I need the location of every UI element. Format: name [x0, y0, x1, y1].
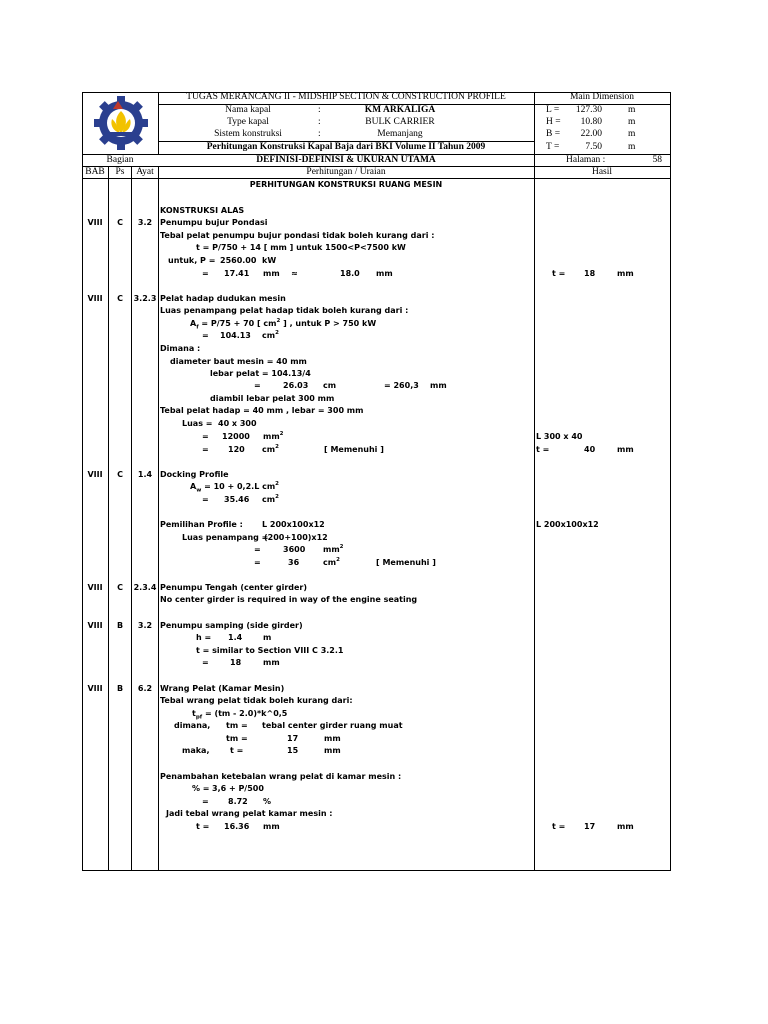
- dim-h-value: 10.80: [580, 117, 602, 127]
- s6-line: maka,: [182, 746, 210, 755]
- s1-value: 2560.00: [220, 256, 257, 265]
- s6-line: tm =: [226, 734, 248, 743]
- s2-line: =: [254, 381, 261, 390]
- nama-kapal-label: Nama kapal: [225, 105, 271, 115]
- s3-formula-sub: w: [196, 487, 202, 494]
- s3-ps: C: [117, 470, 123, 479]
- s3-line: =: [202, 495, 209, 504]
- s1-value: 18.0: [340, 269, 360, 278]
- s3-formula-sup: 2: [275, 481, 279, 487]
- s2-formula-part: A: [190, 319, 197, 328]
- rule-logo-right: [158, 92, 159, 154]
- col-hasil: Hasil: [591, 167, 613, 177]
- s2-unit: cm: [323, 381, 337, 390]
- s3-value: 36: [288, 558, 300, 567]
- s6-formula-part: = (tm - 2.0)*k^0,5: [202, 709, 288, 718]
- s1-ps: C: [117, 218, 123, 227]
- dim-t-value: 7.50: [585, 142, 602, 152]
- s6-line: Tebal wrang pelat tidak boleh kurang dari:: [160, 696, 353, 705]
- s5-value: 18: [230, 658, 242, 667]
- its-gear-logo: [92, 96, 150, 152]
- border-bottom: [82, 870, 671, 871]
- s3-heading: Docking Profile: [160, 470, 229, 479]
- s1-result-value: 18: [584, 269, 596, 278]
- col-ayat: Ayat: [136, 167, 154, 177]
- gear-logo-icon: [92, 96, 150, 152]
- s6-value: 8.72: [228, 797, 248, 806]
- s2-value: 26.03: [283, 381, 309, 390]
- s2-ps: C: [117, 294, 123, 303]
- nama-kapal-value: KM ARKALIGA: [364, 105, 436, 115]
- definisi-heading: DEFINISI-DEFINISI & UKURAN UTAMA: [256, 155, 436, 165]
- dim-b-value: 22.00: [580, 129, 602, 139]
- s2-unit: mm: [430, 381, 447, 390]
- s3-line: Luas penampang =: [182, 533, 269, 542]
- rule-ps-right: [131, 166, 132, 871]
- s6-line: t =: [196, 822, 210, 831]
- s6-result-unit: mm: [617, 822, 634, 831]
- s2-line: =: [202, 432, 209, 441]
- s6-line: Penambahan ketebalan wrang pelat di kamar mesin :: [160, 772, 402, 781]
- s1-result-label: t =: [552, 269, 566, 278]
- s3-unit: [323, 559, 340, 567]
- s1-approx: ≈: [291, 269, 298, 278]
- s6-formula-sub: pf: [195, 714, 203, 721]
- s6-line: % =: [192, 784, 210, 793]
- dim-l-value: 127.30: [575, 105, 602, 115]
- s2-unit-text: mm: [263, 432, 280, 441]
- s3-result-profile: L 200x100x12: [536, 520, 599, 529]
- border-left: [82, 92, 83, 871]
- s3-unit-sup: 2: [275, 494, 279, 500]
- s1-heading: Penumpu bujur Pondasi: [160, 218, 268, 227]
- s2-unit: [262, 446, 279, 454]
- s2-unit-sup: 2: [279, 431, 284, 437]
- halaman-value: 58: [652, 155, 662, 165]
- s3-bab: VIII: [87, 470, 103, 479]
- s5-value: 1.4: [228, 633, 243, 642]
- colon: :: [318, 117, 321, 127]
- s3-memenuhi: [ Memenuhi ]: [376, 558, 436, 567]
- s3-formula-part: A: [190, 482, 197, 491]
- s4-line: No center girder is required in way of the engine seating: [160, 595, 418, 604]
- s6-value: 17: [287, 734, 299, 743]
- dim-l-unit: m: [628, 105, 636, 115]
- s3-line: =: [254, 558, 261, 567]
- halaman-label: Halaman :: [566, 155, 606, 165]
- s2-unit-sup: 2: [275, 444, 279, 450]
- s5-heading: Penumpu samping (side girder): [160, 621, 303, 630]
- s1-unit: mm: [376, 269, 393, 278]
- s5-unit: m: [263, 633, 272, 642]
- s6-line: tm =: [226, 721, 248, 730]
- s3-formula-part: = 10 + 0,2.L cm: [201, 482, 276, 491]
- s2-result-profile: L 300 x 40: [536, 432, 583, 441]
- s2-line: =: [202, 445, 209, 454]
- s6-unit: %: [263, 797, 272, 806]
- s3-unit-sup: 2: [336, 557, 340, 563]
- s1-ayat: 3.2: [137, 218, 153, 227]
- s2-line: Luas penampang pelat hadap tidak boleh kurang dari :: [160, 306, 409, 315]
- sistem-konstruksi-label: Sistem konstruksi: [214, 129, 282, 139]
- dim-h-label: H =: [546, 117, 561, 127]
- s1-unit: kW: [262, 256, 277, 265]
- perhitungan-line: Perhitungan Konstruksi Kapal Baja dari BKI Volume II Tahun 2009: [206, 142, 486, 152]
- s4-ps: C: [117, 583, 123, 592]
- s6-ps: B: [116, 684, 124, 693]
- s1-line: Tebal pelat penumpu bujur pondasi tidak boleh kurang dari :: [160, 231, 435, 240]
- col-ps: Ps: [115, 167, 125, 177]
- s2-ayat: 3.2.3: [133, 294, 157, 303]
- s2-value: = 260,3: [384, 381, 419, 390]
- dim-b-unit: m: [628, 129, 636, 139]
- sheet-title: TUGAS MERANCANG II - MIDSHIP SECTION & CONSTRUCTION PROFILE: [186, 92, 506, 102]
- col-uraian: Perhitungan / Uraian: [306, 167, 386, 177]
- s2-result-label: t =: [536, 445, 550, 454]
- s4-bab: VIII: [87, 583, 103, 592]
- dim-l-label: L =: [546, 105, 560, 115]
- s2-formula-sub: f: [196, 324, 199, 331]
- s6-heading: Wrang Pelat (Kamar Mesin): [160, 684, 285, 693]
- s1-result-unit: mm: [617, 269, 634, 278]
- s2-line: Luas =: [182, 419, 213, 428]
- s3-formula: [190, 483, 279, 494]
- s3-line: =: [254, 545, 261, 554]
- s1-line: untuk, P =: [168, 256, 216, 265]
- s2-formula-sup: 2: [276, 318, 281, 324]
- section-title: PERHITUNGAN KONSTRUKSI RUANG MESIN: [249, 180, 443, 189]
- s6-value: 16.36: [224, 822, 250, 831]
- s6-value: 3,6 + P/500: [212, 784, 264, 793]
- type-kapal-value: BULK CARRIER: [365, 117, 435, 127]
- s6-value: 15: [287, 746, 299, 755]
- s2-formula-part: ] , untuk P > 750 kW: [280, 319, 377, 328]
- s5-line: t = similar to Section VIII C 3.2.1: [196, 646, 344, 655]
- s2-memenuhi: [ Memenuhi ]: [324, 445, 384, 454]
- s2-result-unit: mm: [617, 445, 634, 454]
- s6-formula: [192, 710, 287, 721]
- s1-value: 17.41: [224, 269, 250, 278]
- s2-unit-sup: 2: [275, 330, 279, 336]
- rule-bab-right: [108, 166, 109, 871]
- s1-line: t = P/750 + 14 [ mm ] untuk 1500<P<7500 kW: [196, 243, 406, 252]
- type-kapal-label: Type kapal: [227, 117, 269, 127]
- s2-line: Dimana :: [160, 344, 201, 353]
- s2-unit-text: cm: [262, 331, 276, 340]
- s6-result-value: 17: [584, 822, 596, 831]
- s3-unit-sup: 2: [339, 544, 344, 550]
- s6-line: t =: [230, 746, 244, 755]
- s2-line: diameter baut mesin = 40 mm: [170, 357, 307, 366]
- s6-unit: mm: [263, 822, 280, 831]
- dim-h-unit: m: [628, 117, 636, 127]
- s2-bab: VIII: [87, 294, 103, 303]
- s2-unit: [263, 433, 284, 441]
- s3-unit: [262, 496, 279, 504]
- s3-value: 3600: [283, 545, 306, 554]
- s6-line: tebal center girder ruang muat: [262, 721, 403, 730]
- s3-ayat: 1.4: [137, 470, 153, 479]
- colon: :: [318, 129, 321, 139]
- s2-line: =: [202, 331, 209, 340]
- s3-unit-text: mm: [323, 545, 340, 554]
- s5-line: =: [202, 658, 209, 667]
- s4-ayat: 2.3.4: [133, 583, 157, 592]
- bagian-label: Bagian: [106, 155, 134, 165]
- s2-result-value: 40: [584, 445, 596, 454]
- border-right: [670, 92, 671, 871]
- s5-ps: B: [116, 621, 124, 630]
- s3-line: Pemilihan Profile :: [160, 520, 243, 529]
- colon: :: [318, 105, 321, 115]
- s6-ayat: 6.2: [137, 684, 153, 693]
- s2-value: 104.13: [220, 331, 251, 340]
- s1-line: =: [202, 269, 209, 278]
- s2-unit-text: cm: [262, 445, 276, 454]
- s2-unit: [262, 332, 279, 340]
- s4-heading: Penumpu Tengah (center girder): [160, 583, 308, 592]
- s1-unit: mm: [263, 269, 280, 278]
- s6-line: Jadi tebal wrang pelat kamar mesin :: [166, 809, 333, 818]
- s5-unit: mm: [263, 658, 280, 667]
- s3-unit-text: cm: [262, 495, 276, 504]
- s6-formula-part: t: [192, 709, 196, 718]
- s3-unit: [323, 546, 344, 554]
- s6-unit: mm: [324, 734, 341, 743]
- s2-line: lebar pelat = 104.13/4: [210, 369, 311, 378]
- s6-line: dimana,: [174, 721, 211, 730]
- dim-t-unit: m: [628, 142, 636, 152]
- s2-line: Tebal pelat hadap = 40 mm , lebar = 300 mm: [160, 406, 364, 415]
- s2-value: 12000: [222, 432, 250, 441]
- konstruksi-alas-heading: KONSTRUKSI ALAS: [160, 206, 245, 215]
- col-bab: BAB: [85, 167, 105, 177]
- s5-line: h =: [196, 633, 212, 642]
- dim-t-label: T =: [546, 142, 560, 152]
- s3-unit-text: cm: [323, 558, 337, 567]
- s5-ayat: 3.2: [137, 621, 153, 630]
- s2-heading: Pelat hadap dudukan mesin: [160, 294, 286, 303]
- s3-profile: L 200x100x12: [262, 520, 325, 529]
- s6-line: =: [202, 797, 209, 806]
- s2-formula-part: = P/75 + 70 [ cm: [198, 319, 277, 328]
- rule-colhead: [82, 178, 671, 179]
- s6-result-label: t =: [552, 822, 566, 831]
- s3-value: 35.46: [224, 495, 250, 504]
- s2-line: diambil lebar pelat 300 mm: [210, 394, 335, 403]
- s1-bab: VIII: [87, 218, 103, 227]
- s2-value: 40 x 300: [218, 419, 257, 428]
- rule-hasil-left: [534, 92, 535, 871]
- rule-ayat-right: [158, 166, 159, 871]
- s6-bab: VIII: [87, 684, 103, 693]
- sistem-konstruksi-value: Memanjang: [377, 129, 423, 139]
- s2-value: 120: [228, 445, 245, 454]
- s3-value: (200+100)x12: [264, 533, 328, 542]
- dim-b-label: B =: [546, 129, 561, 139]
- s2-formula: [190, 320, 376, 331]
- s6-unit: mm: [324, 746, 341, 755]
- main-dimension-heading: Main Dimension: [569, 92, 635, 102]
- s5-bab: VIII: [87, 621, 103, 630]
